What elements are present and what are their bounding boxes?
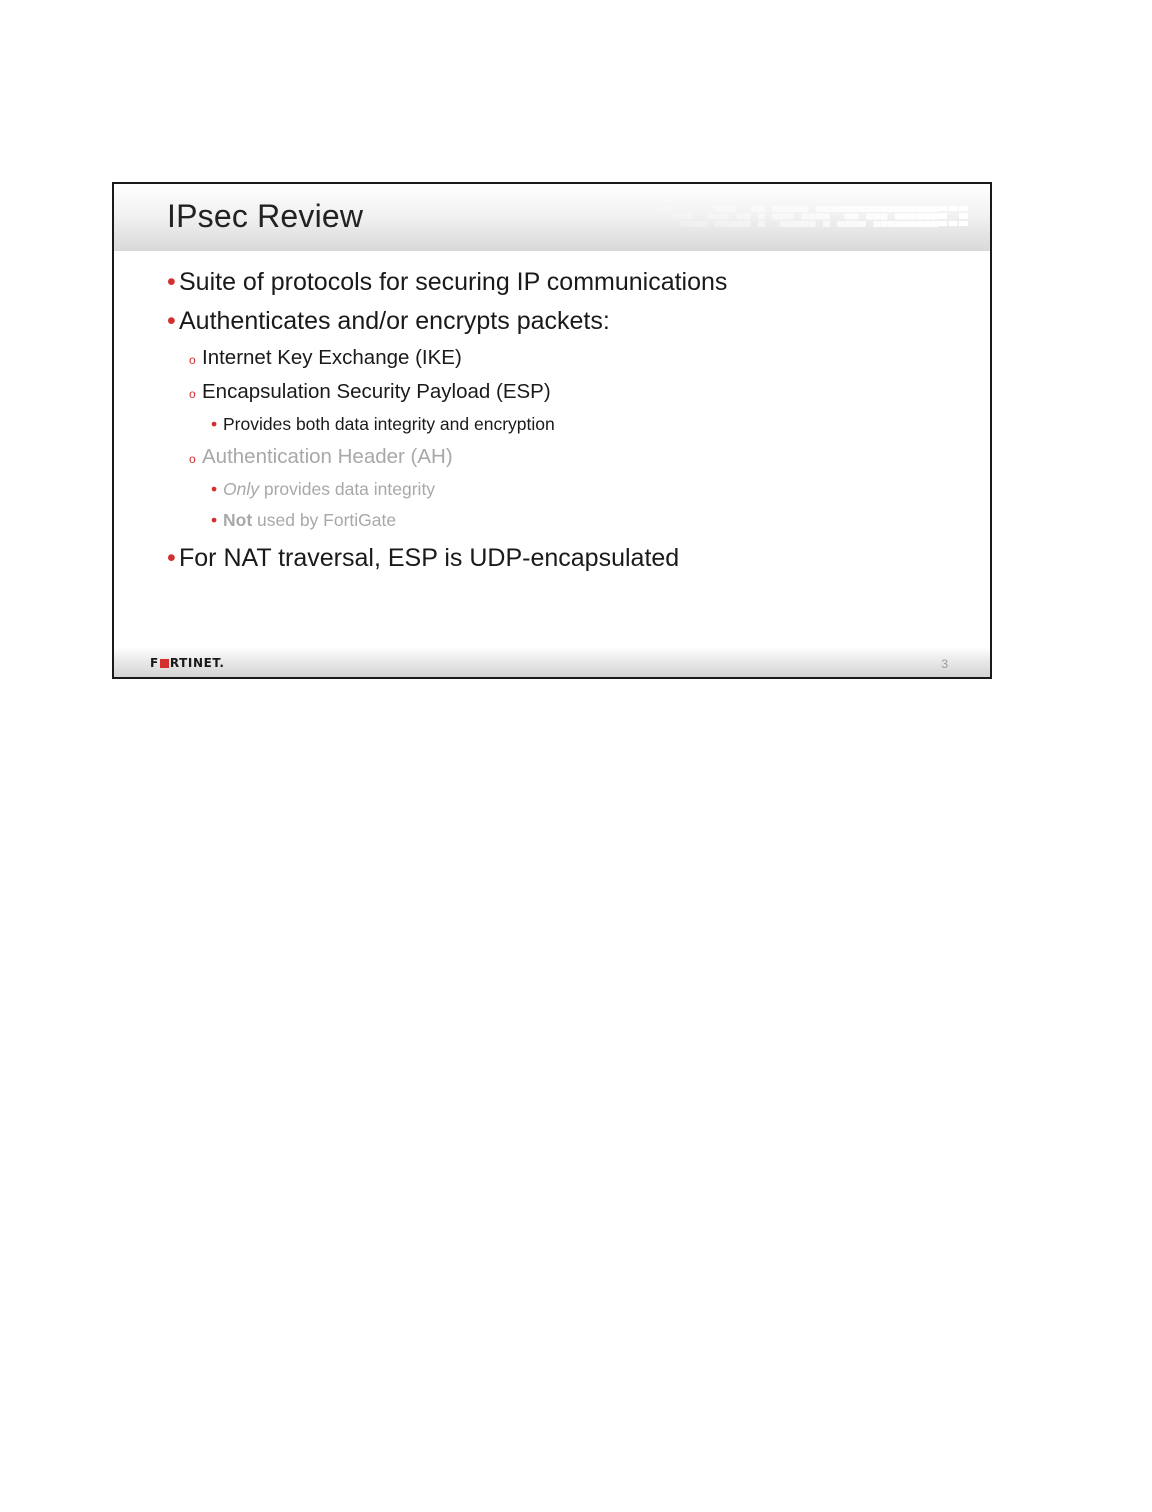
bullet-text: Internet Key Exchange (IKE) — [202, 346, 462, 369]
grid-dot — [844, 221, 851, 227]
grid-dot — [916, 214, 923, 220]
grid-dot — [808, 221, 815, 227]
grid-dot — [787, 206, 794, 212]
grid-dot — [700, 221, 707, 227]
grid-dot — [794, 206, 801, 212]
grid-dot — [801, 214, 808, 220]
grid-dot — [715, 214, 722, 220]
slide — [112, 182, 992, 679]
bullet-circle-icon: o — [189, 353, 196, 367]
grid-dot — [837, 221, 844, 227]
grid-dot — [780, 221, 787, 227]
grid-dot — [758, 206, 765, 212]
grid-dot — [873, 214, 880, 220]
grid-dot — [823, 221, 830, 227]
grid-dot — [715, 206, 722, 212]
slide-footer — [114, 647, 990, 677]
logo-text-end: RTINET. — [169, 656, 225, 670]
bullet-dot-icon: • — [211, 510, 218, 530]
grid-dot — [657, 206, 664, 212]
grid-dot — [758, 221, 765, 227]
bullet-circle-icon: o — [189, 452, 196, 466]
grid-dot — [722, 206, 729, 212]
grid-dot — [686, 214, 693, 220]
grid-dot — [909, 214, 916, 220]
grid-dot — [736, 221, 743, 227]
grid-dot — [816, 206, 823, 212]
grid-dot — [794, 221, 801, 227]
bullet-text: Authenticates and/or encrypts packets: — [179, 307, 610, 335]
grid-dot — [859, 206, 866, 212]
bullet-level2 — [167, 380, 970, 414]
grid-dot — [895, 221, 902, 227]
bullet-dot-icon: • — [167, 307, 176, 335]
grid-dot — [801, 221, 808, 227]
grid-dot — [873, 206, 880, 212]
grid-dot — [736, 214, 743, 220]
grid-dot — [780, 214, 787, 220]
grid-dot — [758, 214, 765, 220]
grid-dot — [693, 221, 700, 227]
grid-dot — [664, 206, 671, 212]
grid-dot — [679, 221, 686, 227]
grid-dot — [902, 221, 909, 227]
grid-dot — [844, 214, 851, 220]
grid-dot — [859, 221, 866, 227]
grid-dot — [924, 221, 931, 227]
grid-dot — [909, 221, 916, 227]
bullet-level1 — [167, 268, 970, 307]
bullet-level2 — [167, 346, 970, 380]
grid-dot — [787, 214, 794, 220]
grid-dot — [722, 214, 729, 220]
grid-dot — [880, 214, 887, 220]
grid-dot — [931, 221, 938, 227]
grid-dot — [852, 221, 859, 227]
page-number: 3 — [941, 657, 948, 671]
grid-dot — [931, 214, 938, 220]
grid-dot — [823, 214, 830, 220]
slide-header — [114, 184, 990, 251]
grid-dot — [902, 206, 909, 212]
bullet-dot-icon: • — [211, 414, 218, 434]
grid-dot — [866, 214, 873, 220]
strong-text: Not — [223, 510, 253, 530]
slide-body — [167, 268, 970, 583]
bullet-text: Encapsulation Security Payload (ESP) — [202, 380, 551, 403]
fortinet-logo-mark-icon — [160, 659, 169, 668]
grid-dot — [830, 206, 837, 212]
bullet-level2-muted — [167, 445, 970, 479]
grid-dot — [823, 206, 830, 212]
grid-dot — [866, 206, 873, 212]
grid-dot — [744, 214, 751, 220]
grid-dot — [880, 206, 887, 212]
grid-dot — [873, 221, 880, 227]
slide-title: IPsec Review — [167, 198, 364, 234]
fortinet-logo — [150, 656, 225, 670]
grid-dot — [844, 206, 851, 212]
bullet-dot-icon: • — [211, 479, 218, 499]
grid-dot — [686, 221, 693, 227]
grid-dot — [722, 221, 729, 227]
grid-dot — [787, 221, 794, 227]
grid-dot — [916, 221, 923, 227]
grid-dot — [715, 221, 722, 227]
grid-dot — [816, 214, 823, 220]
bullet-dot-icon: • — [167, 268, 176, 296]
grid-dot — [672, 214, 679, 220]
grid-dot — [744, 221, 751, 227]
grid-dot — [902, 214, 909, 220]
logo-text-start: F — [150, 656, 159, 670]
grid-dot — [909, 206, 916, 212]
grid-dot — [924, 206, 931, 212]
grid-dot — [780, 206, 787, 212]
grid-dot — [931, 206, 938, 212]
grid-dot — [888, 221, 895, 227]
grid-dot — [708, 214, 715, 220]
grid-dot — [852, 206, 859, 212]
grid-dot — [852, 214, 859, 220]
bullet-text: provides data integrity — [258, 479, 436, 499]
grid-dot — [924, 214, 931, 220]
bullet-text: Authentication Header (AH) — [202, 445, 453, 468]
bullet-text: Suite of protocols for securing IP communications — [179, 268, 728, 296]
bullet-text: used by FortiGate — [252, 510, 397, 530]
bullet-level3-muted — [167, 479, 970, 510]
grid-dot — [729, 221, 736, 227]
header-dot-grid-decoration — [650, 206, 970, 228]
grid-dot — [880, 221, 887, 227]
grid-dot — [895, 214, 902, 220]
bullet-level3-muted — [167, 510, 970, 541]
bullet-circle-icon: o — [189, 387, 196, 401]
grid-dot — [888, 206, 895, 212]
fortinet-mark-icon — [938, 206, 968, 226]
grid-dot — [679, 214, 686, 220]
grid-dot — [772, 206, 779, 212]
bullet-level3 — [167, 414, 970, 445]
bullet-level1 — [167, 544, 970, 583]
bullet-text: Provides both data integrity and encryption — [223, 414, 555, 434]
grid-dot — [729, 206, 736, 212]
grid-dot — [837, 206, 844, 212]
grid-dot — [895, 206, 902, 212]
bullet-text: For NAT traversal, ESP is UDP-encapsulated — [179, 544, 680, 572]
grid-dot — [772, 214, 779, 220]
grid-dot — [801, 206, 808, 212]
bullet-dot-icon: • — [167, 544, 176, 572]
emphasis-text: Only — [223, 479, 259, 499]
grid-dot — [916, 206, 923, 212]
grid-dot — [751, 206, 758, 212]
bullet-level1 — [167, 307, 970, 346]
grid-dot — [808, 214, 815, 220]
